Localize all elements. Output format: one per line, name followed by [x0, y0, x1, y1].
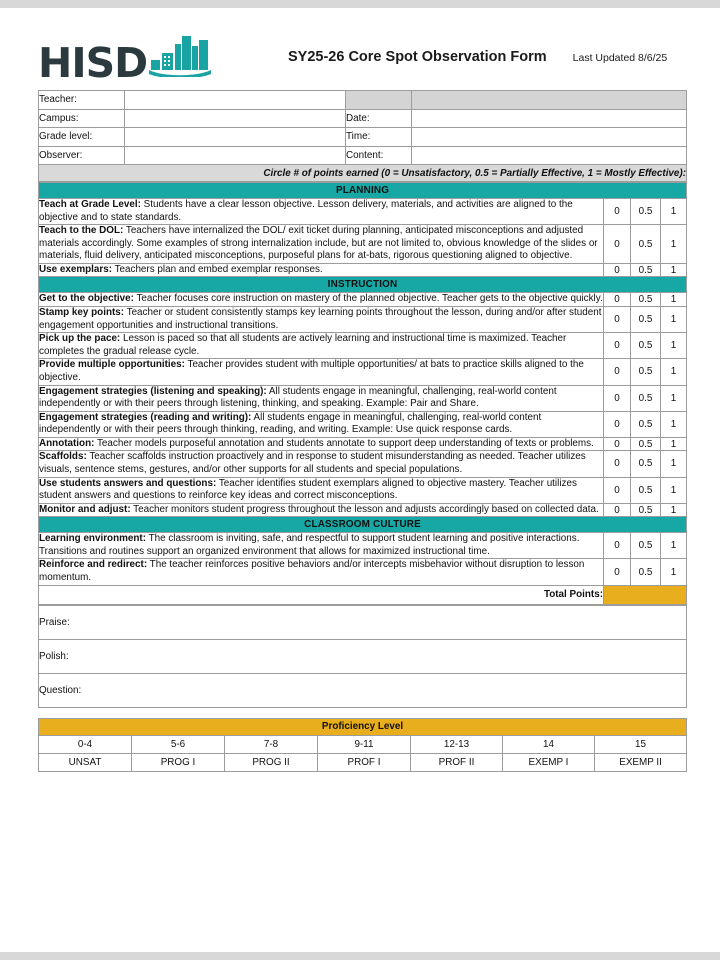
- proficiency-range: 15: [595, 735, 687, 753]
- narrative-field-polish[interactable]: [39, 639, 687, 673]
- rubric-indicator-text: Teacher identifies student exemplars aligned to objective mastery. Teacher utilizes student answers and questions to reinforce key ideas and correct misconceptions.: [39, 477, 577, 502]
- score-option-0-5[interactable]: 0.5: [631, 293, 661, 307]
- rubric-descriptor: [39, 411, 604, 437]
- rubric-indicator-text: Teachers have internalized the DOL/ exit ticket during planning, anticipated misconceptions and adjusted materials accordingly. Some examples of strong internalization include, but are not limited to, obvious knowledge of the slides or materials, fluid delivery, anticipated misconceptions, purposeful plans for at-bats, rigorous questioning aligned to objective.: [39, 225, 598, 262]
- rubric-indicator-text: Students have a clear lesson objective. Lesson delivery, materials, and activities are aligned to the objective and to state standards.: [39, 199, 573, 223]
- score-option-0[interactable]: 0: [604, 293, 631, 307]
- proficiency-label: UNSAT: [39, 753, 132, 771]
- rubric-indicator-title: Annotation:: [39, 437, 95, 449]
- rubric-descriptor: [39, 225, 604, 264]
- scoring-instruction-text: Circle # of points earned (0 = Unsatisfactory, 0.5 = Partially Effective, 1 = Mostly Effective):: [39, 165, 687, 182]
- proficiency-label: PROF I: [318, 753, 411, 771]
- rubric-row: [39, 359, 687, 385]
- score-option-1[interactable]: 1: [661, 359, 687, 385]
- rubric-indicator-text: All students engage in meaningful, challenging, real-world content independently or with their peers through listening, thinking, and speaking. Example: Pair and Share.: [39, 385, 557, 410]
- score-option-0-5[interactable]: 0.5: [631, 477, 661, 503]
- score-option-0[interactable]: 0: [604, 263, 631, 277]
- rubric-indicator-text: Teacher provides student with multiple opportunities/ at bats to practice skills aligned to the objective.: [39, 359, 584, 383]
- rubric-row: [39, 451, 687, 477]
- score-option-1[interactable]: 1: [661, 199, 687, 225]
- score-option-0[interactable]: 0: [604, 385, 631, 411]
- score-option-1[interactable]: 1: [661, 451, 687, 477]
- score-option-0-5[interactable]: 0.5: [631, 503, 661, 517]
- rubric-indicator-text: Teacher or student consistently stamps key learning points throughout the lesson, during and/or after student engagement opportunities and instructional transitions.: [39, 307, 602, 331]
- rubric-descriptor: [39, 199, 604, 225]
- rubric-indicator-text: All students engage in meaningful, challenging, real-world content independently or with their peers through thinking, reading, and writing. Example: Use quick response cards.: [39, 411, 542, 436]
- rubric-indicator-text: The teacher reinforces positive behaviors and/or intercepts misbehavior without disruption to lesson momentum.: [39, 559, 585, 584]
- rubric-descriptor: [39, 451, 604, 477]
- proficiency-range: 5-6: [132, 735, 225, 753]
- section-header-row: [39, 277, 687, 293]
- score-option-0-5[interactable]: 0.5: [631, 437, 661, 451]
- score-option-0-5[interactable]: 0.5: [631, 359, 661, 385]
- info-row-teacher: [39, 91, 687, 110]
- score-option-1[interactable]: 1: [661, 263, 687, 277]
- proficiency-range: 9-11: [318, 735, 411, 753]
- rubric-descriptor: [39, 385, 604, 411]
- rubric-row: [39, 533, 687, 559]
- page-top-margin: [0, 0, 720, 8]
- rubric-indicator-title: Stamp key points:: [39, 307, 125, 319]
- section-title: CLASSROOM CULTURE: [39, 517, 687, 533]
- score-option-0-5[interactable]: 0.5: [631, 307, 661, 333]
- date-input[interactable]: [412, 109, 687, 128]
- rubric-indicator-title: Reinforce and redirect:: [39, 559, 148, 571]
- info-spacer-cell-a: [346, 91, 412, 110]
- last-updated-label: Last Updated 8/6/25: [572, 52, 668, 64]
- rubric-indicator-text: Teachers plan and embed exemplar responses.: [112, 263, 323, 275]
- rubric-indicator-title: Use exemplars:: [39, 263, 113, 275]
- score-option-1[interactable]: 1: [661, 333, 687, 359]
- observation-form-page: [0, 8, 720, 952]
- score-option-0[interactable]: 0: [604, 225, 631, 264]
- proficiency-title: Proficiency Level: [39, 718, 687, 735]
- score-option-0[interactable]: 0: [604, 411, 631, 437]
- proficiency-range-row: [39, 735, 687, 753]
- narrative-label: Question:: [39, 684, 82, 696]
- rubric-row: [39, 263, 687, 277]
- form-header: [38, 32, 684, 90]
- rubric-indicator-title: Pick up the pace:: [39, 333, 121, 345]
- rubric-row: [39, 307, 687, 333]
- info-spacer-cell-b: [412, 91, 687, 110]
- rubric-indicator-title: Provide multiple opportunities:: [39, 359, 185, 371]
- content-input[interactable]: [412, 146, 687, 165]
- proficiency-table: [38, 718, 687, 772]
- rubric-row: [39, 411, 687, 437]
- rubric-row: [39, 559, 687, 585]
- rubric-indicator-text: Teacher focuses core instruction on mastery of the planned objective. Teacher gets to the objective quickly.: [133, 293, 603, 305]
- score-option-0[interactable]: 0: [604, 359, 631, 385]
- score-option-0[interactable]: 0: [604, 199, 631, 225]
- observation-info-table: [38, 90, 687, 182]
- rubric-indicator-title: Monitor and adjust:: [39, 503, 131, 515]
- rubric-descriptor: [39, 477, 604, 503]
- score-option-0-5[interactable]: 0.5: [631, 533, 661, 559]
- rubric-indicator-text: Lesson is paced so that all students are actively learning and instructional time is maximized. Teacher completes the gradual release cycle.: [39, 333, 567, 357]
- page-title: SY25-26 Core Spot Observation Form: [288, 49, 547, 65]
- observer-input[interactable]: [125, 146, 346, 165]
- rubric-descriptor: [39, 293, 604, 307]
- narrative-field-question[interactable]: [39, 673, 687, 707]
- campus-label: Campus:: [39, 109, 125, 128]
- score-option-1[interactable]: 1: [661, 533, 687, 559]
- rubric-indicator-title: Learning environment:: [39, 533, 146, 545]
- rubric-row: [39, 293, 687, 307]
- score-option-0-5[interactable]: 0.5: [631, 225, 661, 264]
- rubric-indicator-text: The classroom is inviting, safe, and respectful to support student learning and positive interactions. Transitions and routines support an organized environment that allows for maximized instructional time.: [39, 533, 580, 557]
- score-option-1[interactable]: 1: [661, 437, 687, 451]
- score-option-1[interactable]: 1: [661, 307, 687, 333]
- campus-input[interactable]: [125, 109, 346, 128]
- score-option-0-5[interactable]: 0.5: [631, 385, 661, 411]
- proficiency-label: PROG I: [132, 753, 225, 771]
- rubric-row: [39, 477, 687, 503]
- rubric-descriptor: [39, 437, 604, 451]
- section-title: INSTRUCTION: [39, 277, 687, 293]
- score-option-0-5[interactable]: 0.5: [631, 263, 661, 277]
- city-skyline-icon: [149, 32, 211, 82]
- info-row-grade-time: [39, 128, 687, 147]
- rubric-descriptor: [39, 503, 604, 517]
- score-option-0[interactable]: 0: [604, 451, 631, 477]
- narrative-row: [39, 605, 687, 639]
- score-option-0[interactable]: 0: [604, 559, 631, 585]
- rubric-descriptor: [39, 533, 604, 559]
- rubric-row: [39, 385, 687, 411]
- rubric-row: [39, 437, 687, 451]
- narrative-row: [39, 639, 687, 673]
- score-option-0-5[interactable]: 0.5: [631, 559, 661, 585]
- proficiency-label: PROF II: [411, 753, 503, 771]
- rubric-indicator-title: Use students answers and questions:: [39, 477, 217, 489]
- score-option-0-5[interactable]: 0.5: [631, 411, 661, 437]
- proficiency-label: PROG II: [225, 753, 318, 771]
- score-option-1[interactable]: 1: [661, 411, 687, 437]
- narrative-label: Praise:: [39, 616, 70, 628]
- grade-level-label: Grade level:: [39, 128, 125, 147]
- score-option-0-5[interactable]: 0.5: [631, 199, 661, 225]
- proficiency-header-row: [39, 718, 687, 735]
- narrative-label: Polish:: [39, 650, 69, 662]
- teacher-label: Teacher:: [39, 91, 125, 110]
- score-option-0[interactable]: 0: [604, 503, 631, 517]
- score-option-1[interactable]: 1: [661, 293, 687, 307]
- rubric-descriptor: [39, 263, 604, 277]
- rubric-row: [39, 503, 687, 517]
- observer-label: Observer:: [39, 146, 125, 165]
- proficiency-range: 7-8: [225, 735, 318, 753]
- rubric-indicator-title: Scaffolds:: [39, 451, 87, 463]
- rubric-indicator-title: Get to the objective:: [39, 293, 134, 305]
- total-points-label: Total Points:: [39, 585, 604, 604]
- rubric-table: [38, 182, 687, 605]
- proficiency-label: EXEMP I: [503, 753, 595, 771]
- rubric-row: [39, 225, 687, 264]
- title-block: [288, 49, 667, 65]
- info-row-campus-date: [39, 109, 687, 128]
- score-option-0-5[interactable]: 0.5: [631, 333, 661, 359]
- section-title: PLANNING: [39, 183, 687, 199]
- section-header-row: [39, 517, 687, 533]
- rubric-row: [39, 199, 687, 225]
- section-header-row: [39, 183, 687, 199]
- rubric-descriptor: [39, 307, 604, 333]
- hisd-logo: [38, 32, 211, 87]
- time-input[interactable]: [412, 128, 687, 147]
- score-option-0[interactable]: 0: [604, 333, 631, 359]
- rubric-indicator-title: Teach to the DOL:: [39, 225, 124, 237]
- content-label: Content:: [346, 146, 412, 165]
- rubric-indicator-title: Engagement strategies (reading and writing):: [39, 411, 252, 423]
- rubric-indicator-text: Teacher scaffolds instruction proactively and in response to student misunderstanding as needed. Teacher utilizes visuals, sentence stems, gestures, and/or other supports for all students and special populations.: [39, 451, 586, 475]
- scoring-instruction-row: [39, 165, 687, 182]
- narrative-row: [39, 673, 687, 707]
- teacher-input[interactable]: [125, 91, 346, 110]
- hisd-logo-text: HISD: [38, 39, 148, 87]
- proficiency-range: 14: [503, 735, 595, 753]
- page-bottom-margin: [0, 952, 720, 960]
- proficiency-range: 0-4: [39, 735, 132, 753]
- proficiency-label: EXEMP II: [595, 753, 687, 771]
- grade-level-input[interactable]: [125, 128, 346, 147]
- score-option-0[interactable]: 0: [604, 307, 631, 333]
- proficiency-range: 12-13: [411, 735, 503, 753]
- info-row-observer-content: [39, 146, 687, 165]
- rubric-indicator-text: Teacher models purposeful annotation and students annotate to support deep understanding of texts or problems.: [94, 437, 594, 449]
- rubric-descriptor: [39, 559, 604, 585]
- score-option-1[interactable]: 1: [661, 477, 687, 503]
- rubric-row: [39, 333, 687, 359]
- rubric-descriptor: [39, 359, 604, 385]
- score-option-1[interactable]: 1: [661, 225, 687, 264]
- score-option-1[interactable]: 1: [661, 503, 687, 517]
- proficiency-label-row: [39, 753, 687, 771]
- score-option-0[interactable]: 0: [604, 437, 631, 451]
- total-points-row: [39, 585, 687, 604]
- rubric-indicator-title: Teach at Grade Level:: [39, 199, 141, 210]
- time-label: Time:: [346, 128, 412, 147]
- narrative-field-praise[interactable]: [39, 605, 687, 639]
- rubric-indicator-title: Engagement strategies (listening and speaking):: [39, 385, 267, 397]
- rubric-descriptor: [39, 333, 604, 359]
- rubric-indicator-text: Teacher monitors student progress throughout the lesson and adjusts accordingly based on collected data.: [130, 503, 599, 515]
- total-points-input[interactable]: [604, 585, 687, 604]
- score-option-1[interactable]: 1: [661, 559, 687, 585]
- score-option-0-5[interactable]: 0.5: [631, 451, 661, 477]
- score-option-0[interactable]: 0: [604, 477, 631, 503]
- narrative-table: [38, 605, 687, 708]
- date-label: Date:: [346, 109, 412, 128]
- score-option-0[interactable]: 0: [604, 533, 631, 559]
- score-option-1[interactable]: 1: [661, 385, 687, 411]
